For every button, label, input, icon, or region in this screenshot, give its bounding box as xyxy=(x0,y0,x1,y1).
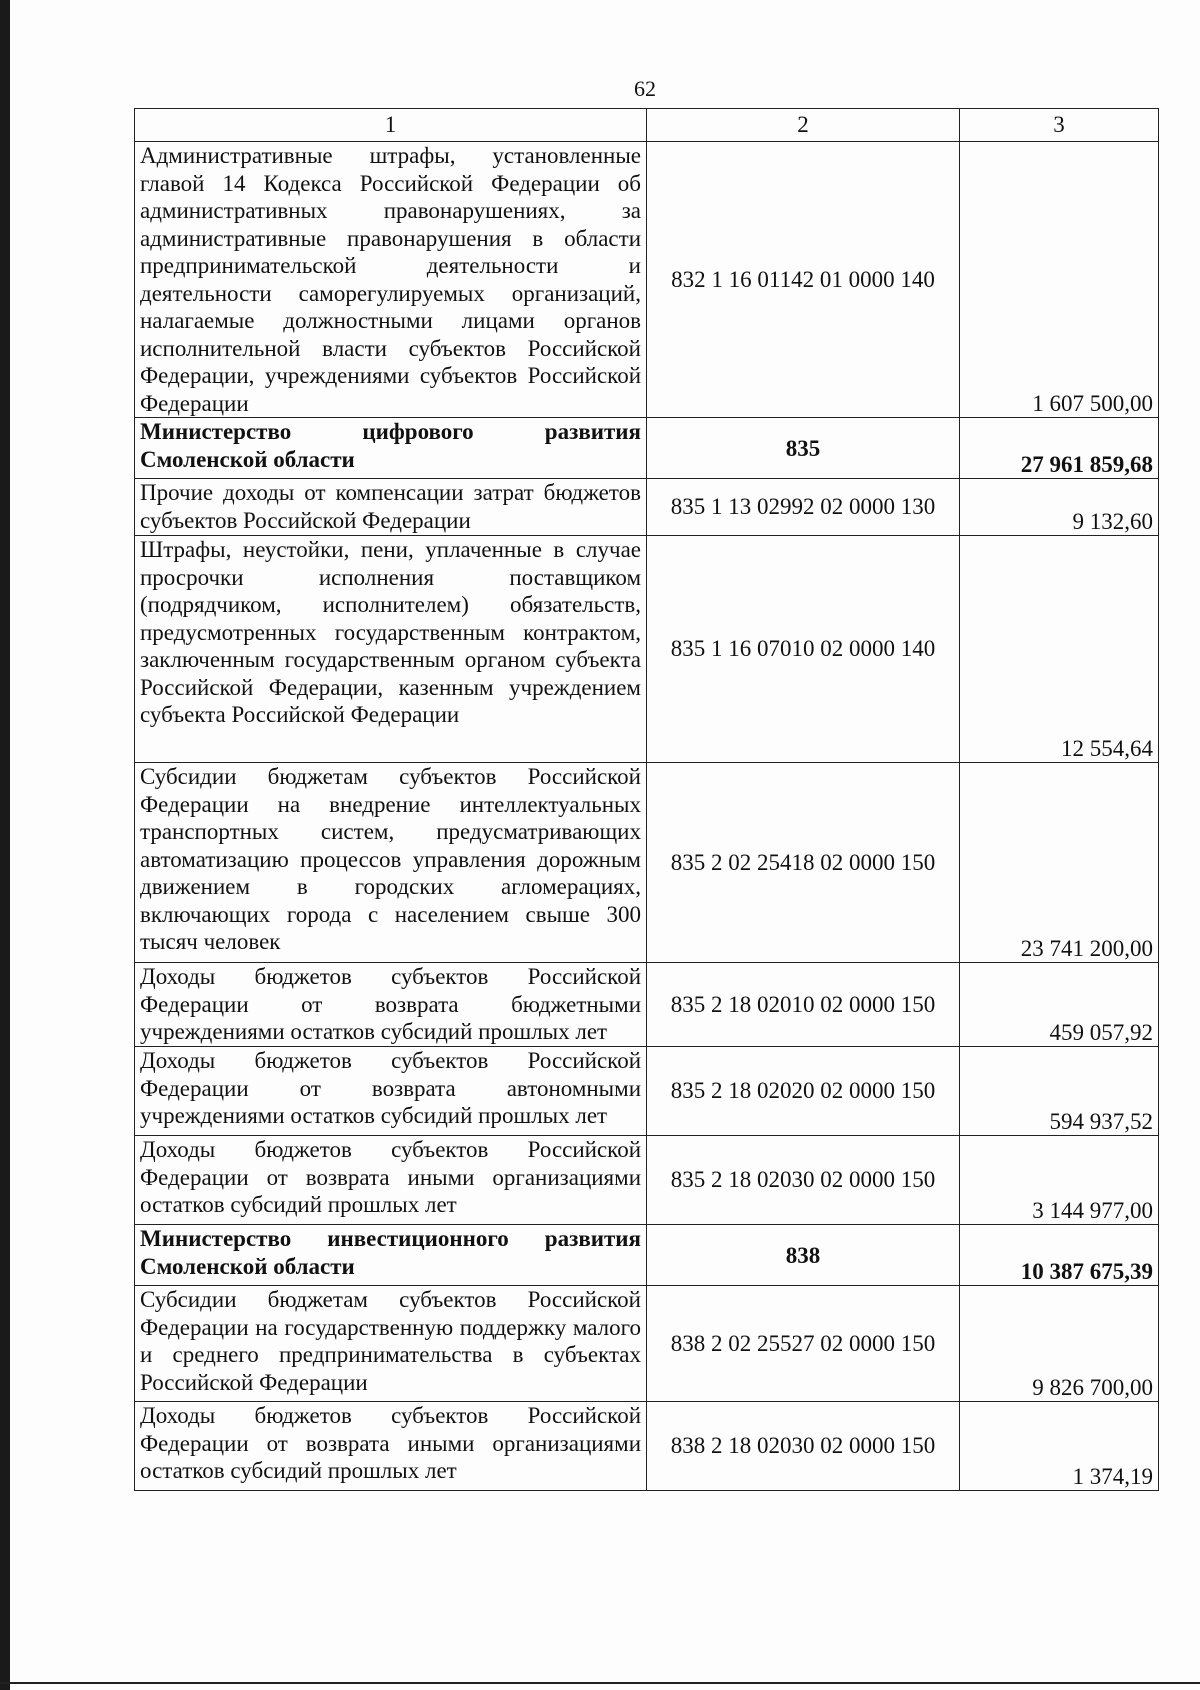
amount: 23 741 200,00 xyxy=(960,763,1159,963)
table-row xyxy=(135,142,1159,418)
budget-classification-code: 835 2 02 25418 02 0000 150 xyxy=(647,763,960,963)
ministry-name: Министерство цифрового развития Смоленской области xyxy=(135,418,647,479)
budget-classification-code: 835 1 16 07010 02 0000 140 xyxy=(647,536,960,763)
ministry-code: 838 xyxy=(647,1225,960,1286)
column-header-1: 1 xyxy=(135,109,647,142)
budget-classification-code: 835 1 13 02992 02 0000 130 xyxy=(647,479,960,536)
table-row xyxy=(135,763,1159,963)
amount: 1 374,19 xyxy=(960,1402,1159,1491)
table-row xyxy=(135,536,1159,763)
table-row xyxy=(135,1402,1159,1491)
amount: 12 554,64 xyxy=(960,536,1159,763)
budget-classification-code: 832 1 16 01142 01 0000 140 xyxy=(647,142,960,418)
revenue-name: Доходы бюджетов субъектов Российской Федерации от возврата бюджетными учреждениями остатков субсидий прошлых лет xyxy=(135,963,647,1047)
revenue-name: Доходы бюджетов субъектов Российской Федерации от возврата иными организациями остатков субсидий прошлых лет xyxy=(135,1402,647,1491)
column-header-3: 3 xyxy=(960,109,1159,142)
scan-edge-bottom xyxy=(0,1682,1200,1684)
scan-edge-left xyxy=(0,0,10,1690)
budget-classification-code: 835 2 18 02030 02 0000 150 xyxy=(647,1136,960,1225)
table-row xyxy=(135,1136,1159,1225)
revenue-table xyxy=(134,108,1159,1491)
budget-classification-code: 838 2 18 02030 02 0000 150 xyxy=(647,1402,960,1491)
revenue-name: Доходы бюджетов субъектов Российской Федерации от возврата автономными учреждениями остатков субсидий прошлых лет xyxy=(135,1047,647,1136)
budget-classification-code: 835 2 18 02020 02 0000 150 xyxy=(647,1047,960,1136)
budget-classification-code: 835 2 18 02010 02 0000 150 xyxy=(647,963,960,1047)
amount: 9 132,60 xyxy=(960,479,1159,536)
revenue-name: Субсидии бюджетам субъектов Российской Федерации на внедрение интеллектуальных транспортных систем, предусматривающих автоматизацию процессов управления дорожным движением в городских агломерациях, включающих города с населением свыше 300 тысяч человек xyxy=(135,763,647,963)
amount: 1 607 500,00 xyxy=(960,142,1159,418)
ministry-total-row xyxy=(135,418,1159,479)
table-row xyxy=(135,1047,1159,1136)
table-row xyxy=(135,963,1159,1047)
ministry-total-row xyxy=(135,1225,1159,1286)
amount: 459 057,92 xyxy=(960,963,1159,1047)
ministry-code: 835 xyxy=(647,418,960,479)
ministry-total-amount: 10 387 675,39 xyxy=(960,1225,1159,1286)
revenue-name: Доходы бюджетов субъектов Российской Федерации от возврата иными организациями остатков субсидий прошлых лет xyxy=(135,1136,647,1225)
table-row xyxy=(135,479,1159,536)
page-number: 62 xyxy=(634,76,656,101)
column-header-2: 2 xyxy=(647,109,960,142)
ministry-total-amount: 27 961 859,68 xyxy=(960,418,1159,479)
column-number-header-row xyxy=(135,109,1159,142)
revenue-name: Штрафы, неустойки, пени, уплаченные в случае просрочки исполнения поставщиком (подрядчиком, исполнителем) обязательств, предусмотренных государственным контрактом, заключенным государственным органом субъекта Российской Федерации, казенным учреждением субъекта Российской Федерации xyxy=(135,536,647,763)
revenue-name: Субсидии бюджетам субъектов Российской Федерации на государственную поддержку малого и среднего предпринимательства в субъектах Российской Федерации xyxy=(135,1286,647,1402)
budget-classification-code: 838 2 02 25527 02 0000 150 xyxy=(647,1286,960,1402)
revenue-name: Административные штрафы, установленные главой 14 Кодекса Российской Федерации об административных правонарушениях, за административные правонарушения в области предпринимательской деятельности и деятельности саморегулируемых организаций, налагаемые должностными лицами органов исполнительной власти субъектов Российской Федерации, учреждениями субъектов Российской Федерации xyxy=(135,142,647,418)
amount: 9 826 700,00 xyxy=(960,1286,1159,1402)
amount: 3 144 977,00 xyxy=(960,1136,1159,1225)
table-row xyxy=(135,1286,1159,1402)
revenue-name: Прочие доходы от компенсации затрат бюджетов субъектов Российской Федерации xyxy=(135,479,647,536)
amount: 594 937,52 xyxy=(960,1047,1159,1136)
ministry-name: Министерство инвестиционного развития Смоленской области xyxy=(135,1225,647,1286)
